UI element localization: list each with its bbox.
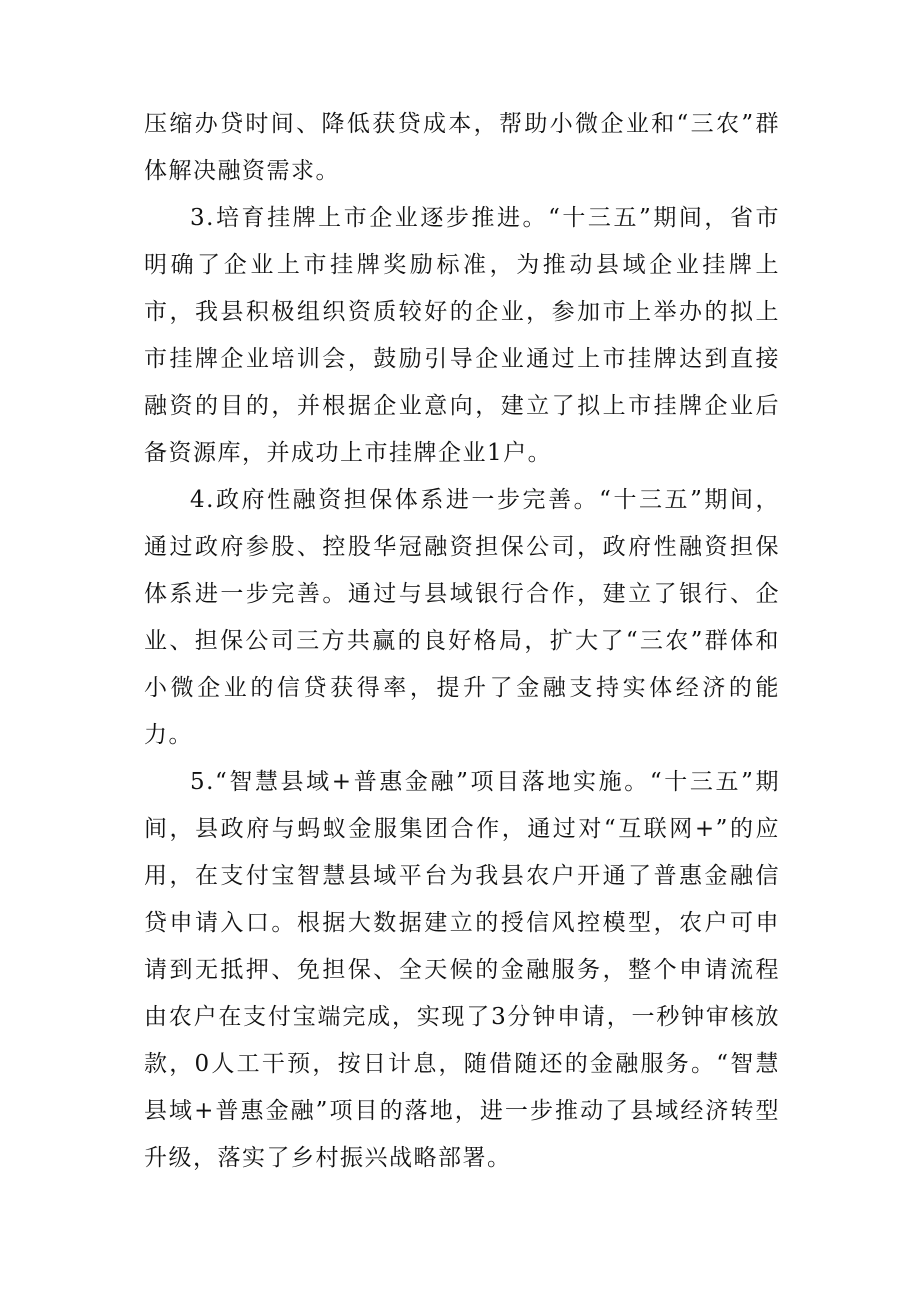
paragraph-item-4: 4.政府性融资担保体系进一步完善。“十三五”期间，通过政府参股、控股华冠融资担保公司，政府性融资担保体系进一步完善。通过与县域银行合作，建立了银行、企业、担保公司三方共赢的良好格局，扩大了“三农”群体和小微企业的信贷获得率，提升了金融支持实体经济的能力。 (144, 487, 780, 748)
paragraph-item-3: 3.培育挂牌上市企业逐步推进。“十三五”期间，省市明确了企业上市挂牌奖励标准，为推动县域企业挂牌上市，我县积极组织资质较好的企业，参加市上举办的拟上市挂牌企业培训会，鼓励引导企业通过上市挂牌达到直接融资的目的，并根据企业意向，建立了拟上市挂牌企业后备资源库，并成功上市挂牌企业1户。 (144, 205, 780, 466)
paragraph-item-5: 5.“智慧县域+普惠金融”项目落地实施。“十三五”期间，县政府与蚂蚁金服集团合作，通过对“互联网+”的应用，在支付宝智慧县域平台为我县农户开通了普惠金融信贷申请入口。根据大数据建立的授信风控模型，农户可申请到无抵押、免担保、全天候的金融服务，整个申请流程由农户在支付宝端完成，实现了3分钟申请，一秒钟审核放款，0人工干预，按日计息，随借随还的金融服务。“智慧县域+普惠金融”项目的落地，进一步推动了县域经济转型升级，落实了乡村振兴战略部署。 (144, 769, 780, 1171)
paragraph-continuation: 压缩办贷时间、降低获贷成本，帮助小微企业和“三农”群体解决融资需求。 (144, 111, 780, 184)
body-text (144, 101, 780, 1182)
